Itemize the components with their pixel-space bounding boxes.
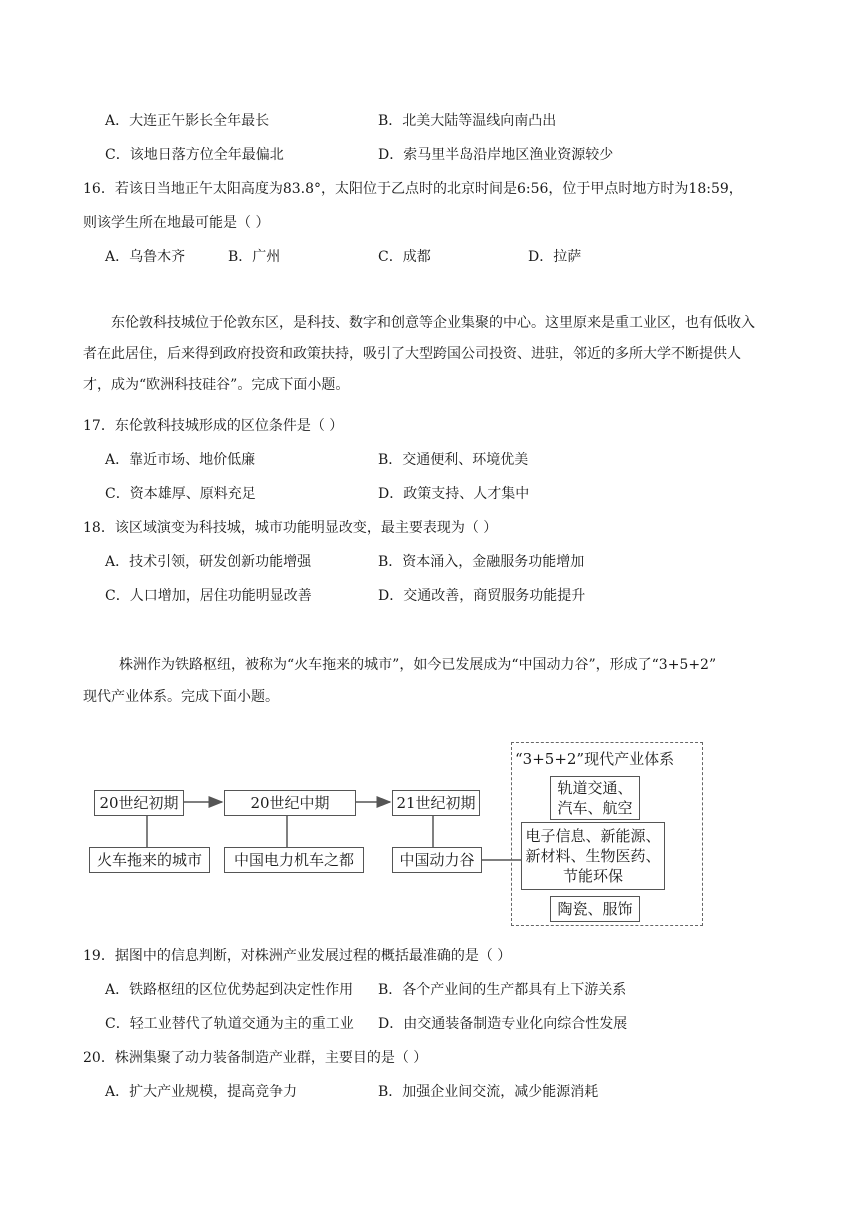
group-transport-line2: 汽车、航空 bbox=[557, 799, 633, 817]
q16-stem-line1: 16．若该日当地正午太阳高度为83.8°，太阳位于乙点时的北京时间是6:56，位于甲点时地方时为18:59， bbox=[83, 181, 743, 197]
period-mid-20th: 20世纪中期 bbox=[224, 790, 356, 816]
q18-stem: 18．该区域演变为科技城，城市功能明显改变，最主要表现为（ ） bbox=[83, 520, 498, 536]
q18-option-d: D．交通改善，商贸服务功能提升 bbox=[378, 588, 586, 604]
q20-stem: 20．株洲集聚了动力装备制造产业群，主要目的是（ ） bbox=[83, 1050, 428, 1066]
q17-option-c: C．资本雄厚、原料充足 bbox=[105, 486, 256, 502]
q16-option-a: A．乌鲁木齐 bbox=[105, 249, 186, 265]
industry-system-title: “3+5+2”现代产业体系 bbox=[515, 750, 675, 768]
q16-option-c: C．成都 bbox=[378, 249, 431, 265]
passage-zhuzhou-line2: 现代产业体系。完成下面小题。 bbox=[83, 689, 279, 705]
group-transport bbox=[550, 776, 640, 820]
q15-option-a: A．大连正午影长全年最长 bbox=[105, 113, 270, 129]
label-power-valley: 中国动力谷 bbox=[392, 847, 482, 873]
q15-option-b: B．北美大陆等温线向南凸出 bbox=[378, 113, 557, 129]
passage-east-london: 东伦敦科技城位于伦敦东区，是科技、数字和创意等企业集聚的中心。这里原来是重工业区，也有低收入者在此居住，后来得到政府投资和政策扶持，吸引了大型跨国公司投资、进驻，邻近的多所大学不断提供人才，成为“欧洲科技硅谷”。完成下面小题。 bbox=[83, 315, 755, 393]
q18-option-b: B．资本涌入，金融服务功能增加 bbox=[378, 554, 585, 570]
group-emerging-line2: 新材料、生物医药、 bbox=[525, 847, 661, 865]
q18-option-a: A．技术引领，研发创新功能增强 bbox=[105, 554, 312, 570]
q15-option-d: D．索马里半岛沿岸地区渔业资源较少 bbox=[378, 147, 614, 163]
q16-option-b: B．广州 bbox=[228, 249, 281, 265]
q17-option-d: D．政策支持、人才集中 bbox=[378, 486, 530, 502]
group-emerging-line3: 节能环保 bbox=[562, 867, 623, 885]
group-emerging bbox=[521, 822, 665, 890]
q17-stem: 17．东伦敦科技城形成的区位条件是（ ） bbox=[83, 418, 344, 434]
q18-option-c: C．人口增加，居住功能明显改善 bbox=[105, 588, 312, 604]
q19-option-a: A．铁路枢纽的区位优势起到决定性作用 bbox=[105, 982, 354, 998]
q19-option-c: C．轻工业替代了轨道交通为主的重工业 bbox=[105, 1016, 354, 1032]
q15-option-c: C．该地日落方位全年最偏北 bbox=[105, 147, 284, 163]
period-early-20th: 20世纪初期 bbox=[94, 790, 184, 816]
group-emerging-line1: 电子信息、新能源、 bbox=[525, 827, 661, 845]
period-early-21st: 21世纪初期 bbox=[392, 790, 480, 816]
q17-option-b: B．交通便利、环境优美 bbox=[378, 452, 529, 468]
q20-option-b: B．加强企业间交流，减少能源消耗 bbox=[378, 1084, 599, 1100]
passage-zhuzhou-line1: 株洲作为铁路枢纽，被称为“火车拖来的城市”，如今已发展成为“中国动力谷”，形成了“3+5+2” bbox=[119, 657, 717, 673]
q19-option-b: B．各个产业间的生产都具有上下游关系 bbox=[378, 982, 627, 998]
label-locomotive-capital: 中国电力机车之都 bbox=[224, 847, 364, 873]
group-traditional: 陶瓷、服饰 bbox=[550, 896, 640, 922]
q17-option-a: A．靠近市场、地价低廉 bbox=[105, 452, 256, 468]
q16-option-d: D．拉萨 bbox=[528, 249, 582, 265]
q19-stem: 19．据图中的信息判断，对株洲产业发展过程的概括最准确的是（ ） bbox=[83, 948, 512, 964]
q19-option-d: D．由交通装备制造专业化向综合性发展 bbox=[378, 1016, 628, 1032]
q20-option-a: A．扩大产业规模，提高竞争力 bbox=[105, 1084, 298, 1100]
q16-stem-line2: 则该学生所在地最可能是（ ） bbox=[83, 215, 270, 231]
group-transport-line1: 轨道交通、 bbox=[557, 779, 633, 797]
label-train-city: 火车拖来的城市 bbox=[89, 847, 210, 873]
